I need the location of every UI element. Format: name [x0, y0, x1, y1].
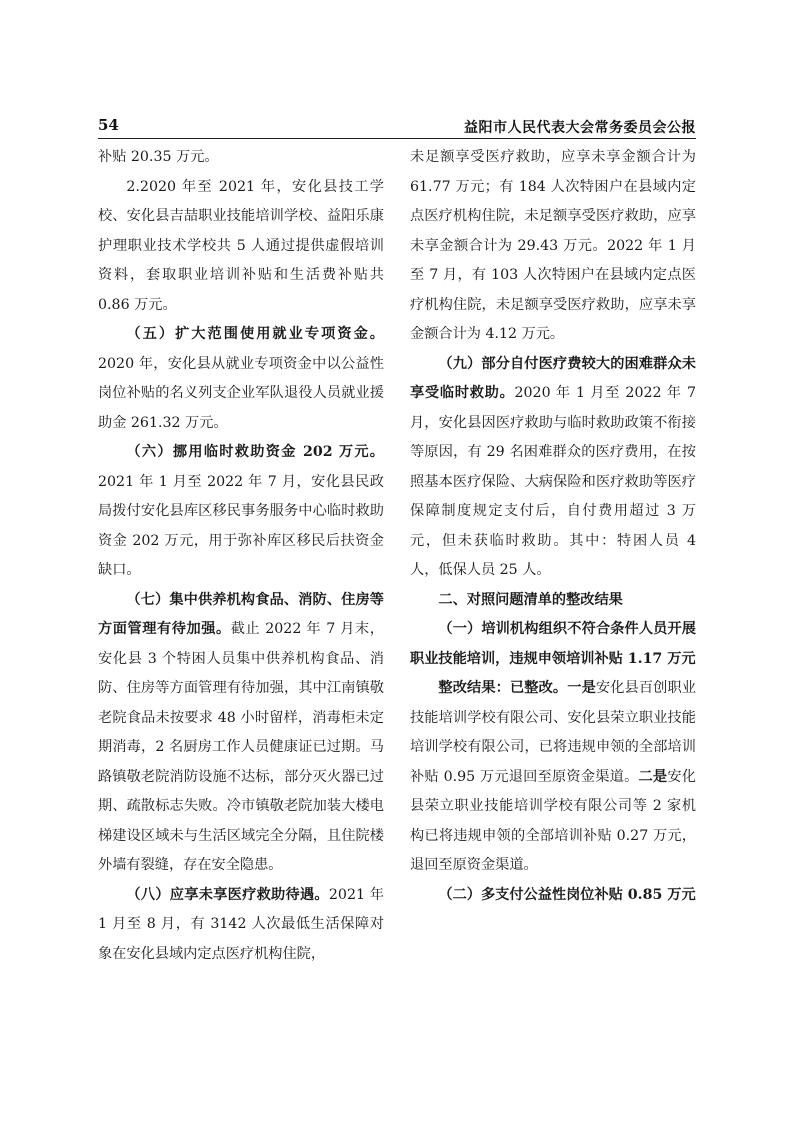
- paragraph-text: 安化县百创职业技能培训学校有限公司、安化县荣立职业技能培训学校有限公司，已将违规申领的全部培训补贴 0.95 万元退回至原资金渠道。: [410, 680, 696, 785]
- subsection-heading: （六）挪用临时救助资金 202 万元。: [126, 444, 384, 460]
- subsection-heading: （八）应享未享医疗救助待遇。: [126, 886, 329, 903]
- subsection-heading: （一）培训机构组织不符合条件人员开展职业技能培训，违规申领培训补贴 1.17 万元: [410, 621, 696, 667]
- header-rule: [98, 138, 696, 139]
- paragraph: [410, 350, 696, 586]
- subsection-heading: （七）集中供养机构食品、消防、住房等方面管理有待加强。: [98, 591, 384, 637]
- paragraph: 未足额享受医疗救助，应享未享金额合计为 61.77 万元；有 184 人次特困户在县域内定点医疗机构住院，未足额享受医疗救助，应享未享金额合计为 29.43 万元。2022 年 1 月至 7 月，有 103 人次特困户在县域内定点医疗机构住院，未足额享受医疗救助，应享未享金额合计为 4.12 万元。: [410, 149, 696, 342]
- paragraph: 2.2020 年至 2021 年，安化县技工学校、安化县吉喆职业技能培训学校、益阳乐康护理职业技术学校共 5 人通过提供虚假培训资料，套取职业培训补贴和生活费补贴共 0.86 万元。: [98, 178, 384, 313]
- paragraph: [98, 320, 384, 438]
- paragraph: [410, 674, 696, 881]
- result-label: 整改结果：已整改。: [438, 680, 568, 696]
- journal-title: 益阳市人民代表大会常务委员会公报: [464, 120, 696, 136]
- paragraph: [98, 438, 384, 586]
- section-heading: 二、对照问题清单的整改结果: [438, 591, 623, 608]
- subsection-heading: （二）多支付公益性岗位补贴 0.85 万元: [438, 886, 696, 903]
- point-label: 二是: [638, 768, 668, 785]
- paragraph-text: 2021 年 1 月至 8 月，有 3142 人次最低生活保障对象在安化县域内定点医疗机构住院，: [98, 886, 384, 962]
- paragraph-text: 安化县荣立职业技能培训学校有限公司等 2 家机构已将违规申领的全部培训补贴 0.27 万元，退回至原资金渠道。: [410, 768, 696, 873]
- paragraph-text: 2021 年 1 月至 2022 年 7 月，安化县民政局拨付安化县库区移民事务服务中心临时救助资金 202 万元，用于弥补库区移民后扶资金缺口。: [98, 473, 384, 578]
- paragraph-text: 2020 年，安化县从就业专项资金中以公益性岗位补贴的名义列支企业军队退役人员就业援助金 261.32 万元。: [98, 355, 384, 431]
- point-label: 一是: [567, 680, 596, 696]
- right-column: [410, 143, 696, 993]
- paragraph-text: 2020 年 1 月至 2022 年 7 月，安化县因医疗救助与临时救助政策不衔接等原因，有 29 名困难群众的医疗费用，在按照基本医疗保险、大病保险和医疗救助等医疗保障制度规定支付后，自付费用超过 3 万元，但未获临时救助。其中：特困人员 4 人，低保人员 25 人。: [410, 385, 696, 578]
- paragraph: [98, 586, 384, 881]
- page-number: 54: [98, 116, 119, 134]
- left-column: [98, 143, 384, 993]
- paragraph: [98, 881, 384, 970]
- subsection-heading: （九）部分自付医疗费较大的困难群众未享受临时救助。: [410, 355, 696, 401]
- paragraph: 补贴 20.35 万元。: [98, 149, 219, 165]
- page-header: [98, 116, 696, 138]
- paragraph-text: 截止 2022 年 7 月末，安化县 3 个特困人员集中供养机构食品、消防、住房等方面管理有待加强，其中江南镇敬老院食品未按要求 48 小时留样，消毒柜未定期消毒，2 名厨房工作人员健康证已过期。马路镇敬老院消防设施不达标，部分灭火器已过期、疏散标志失败。冷市镇敬老院加装大楼电梯建设区域未与生活区域完全分隔，且住院楼外墙有裂缝，存在安全隐患。: [98, 621, 384, 873]
- subsection-heading: （五）扩大范围使用就业专项资金。: [126, 326, 384, 342]
